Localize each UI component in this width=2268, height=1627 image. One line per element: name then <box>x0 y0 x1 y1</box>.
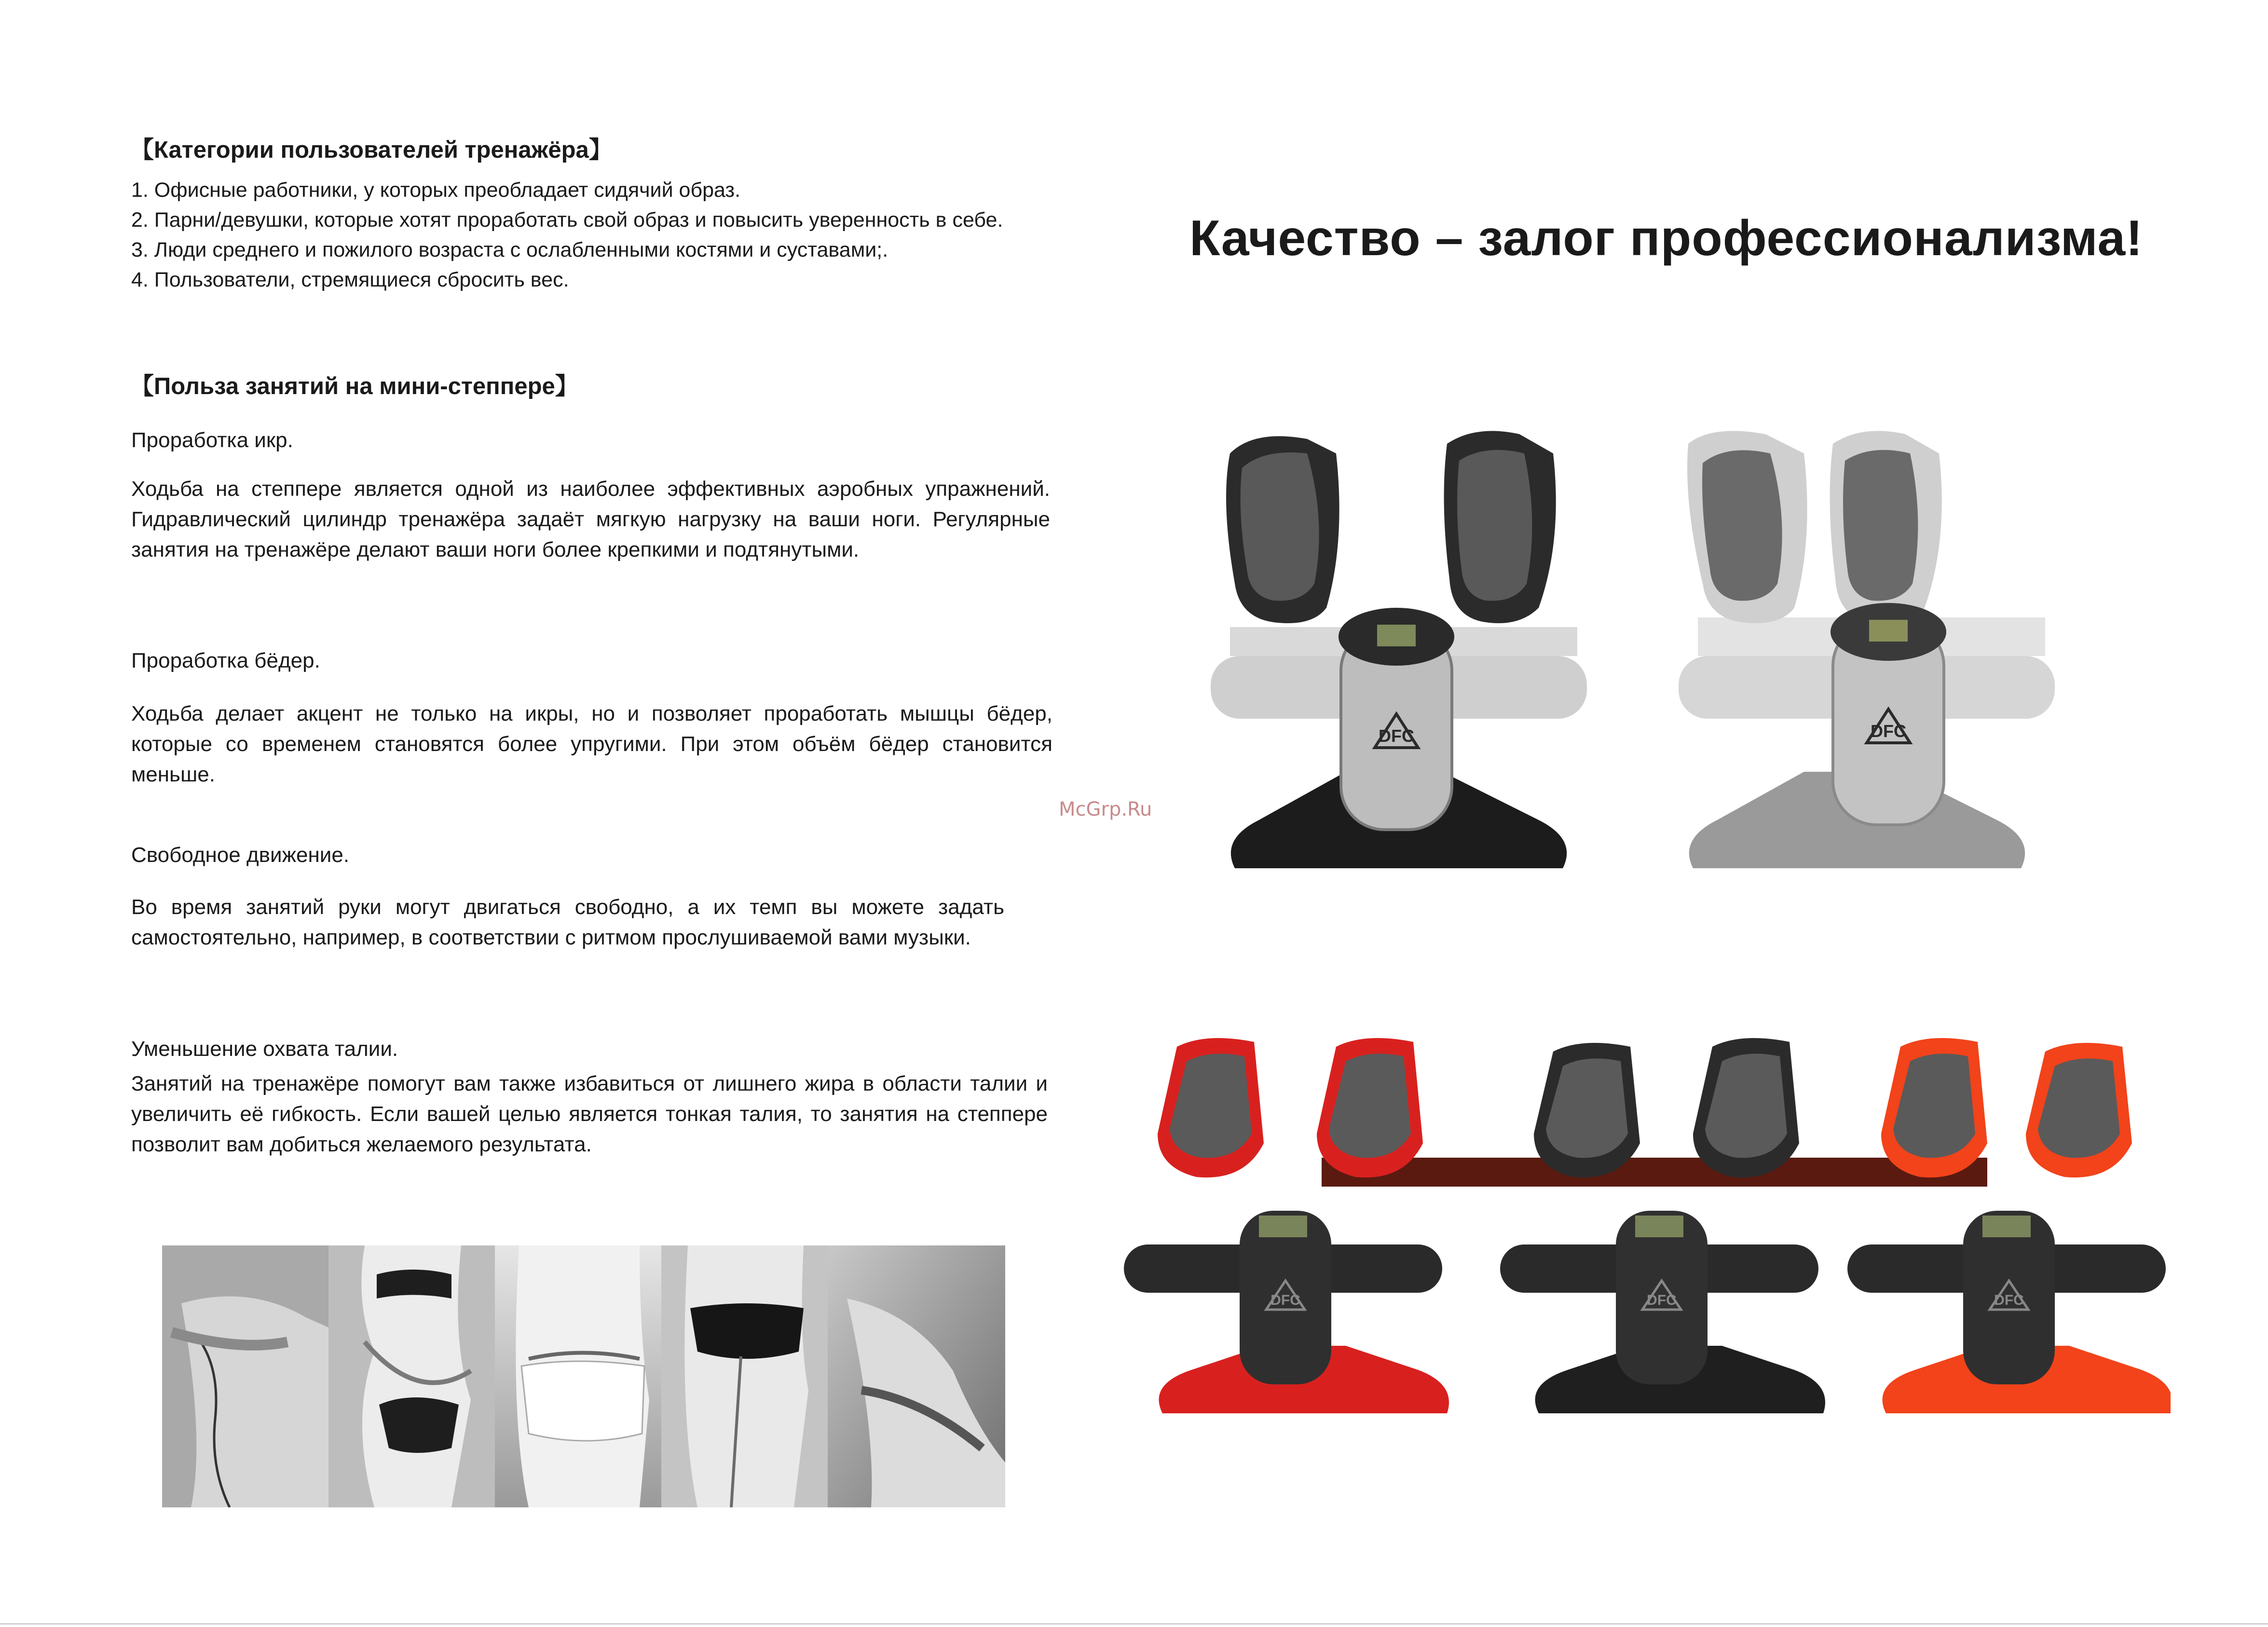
stepper-black-2 <box>1500 1038 1825 1413</box>
benefit-title-calves: Проработка икр. <box>131 428 293 452</box>
benefit-title-waist: Уменьшение охвата талии. <box>131 1037 398 1061</box>
stepper-grey <box>1679 431 2055 868</box>
logo-text: DFC <box>1647 1292 1677 1308</box>
section-heading-categories: 【Категории пользователей тренажёра】 <box>130 137 613 163</box>
stepper-photo-colors <box>1119 1037 2171 1423</box>
benefit-text-thighs: Ходьба делает акцент не только на икры, но и позволяет проработать мышцы бёдер, которые со временем становятся более упругими. При этом объём бёдер становится меньше. <box>131 702 1052 786</box>
list-item: 4. Пользователи, стремящиеся сбросить вес. <box>131 268 569 291</box>
benefit-text-waist: Занятий на тренажёре помогут вам также избавиться от лишнего жира в области талии и увеличить её гибкость. Если вашей целью является тонкая талия, то занятия на степпере позволит вам добиться желаемого результата. <box>131 1072 1048 1156</box>
page-headline: Качество – залог профессионализма! <box>1189 210 2143 266</box>
benefit-text-free-movement: Во время занятий руки могут двигаться свободно, а их темп вы можете задать самостоятельно, например, в соответствии с ритмом прослушиваемой вами музыки. <box>131 895 1004 949</box>
benefit-title-free-movement: Свободное движение. <box>131 843 350 867</box>
categories-list <box>131 178 1048 297</box>
logo-text: DFC <box>1379 726 1414 746</box>
logo-text: DFC <box>1271 1292 1300 1308</box>
stepper-red <box>1124 1038 1449 1413</box>
list-item: 2. Парни/девушки, которые хотят проработать свой образ и повысить уверенность в себе. <box>131 208 1003 232</box>
logo-text: DFC <box>1871 721 1906 741</box>
list-item: 3. Люди среднего и пожилого возраста с ослабленными костями и суставами;. <box>131 238 888 261</box>
fitness-photo-collage <box>162 1245 1005 1507</box>
stepper-black <box>1211 431 1587 868</box>
page-bottom-divider <box>0 1623 2268 1625</box>
logo-text: DFC <box>1994 1292 2024 1308</box>
benefit-text-calves: Ходьба на степпере является одной из наиболее эффективных аэробных упражнений. Гидравлический цилиндр тренажёра задаёт мягкую нагрузку на ваши ноги. Регулярные занятия на тренажёре делают ваши ноги более крепкими и подтянутыми. <box>131 477 1050 561</box>
list-item: 1. Офисные работники, у которых преобладает сидячий образ. <box>131 178 741 202</box>
watermark: McGrp.Ru <box>1059 798 1152 820</box>
benefit-title-thighs: Проработка бёдер. <box>131 649 320 672</box>
stepper-orange <box>1847 1038 2171 1413</box>
section-heading-benefits: 【Польза занятий на мини-степпере】 <box>130 373 579 399</box>
stepper-photo-black-grey <box>1201 424 2089 883</box>
